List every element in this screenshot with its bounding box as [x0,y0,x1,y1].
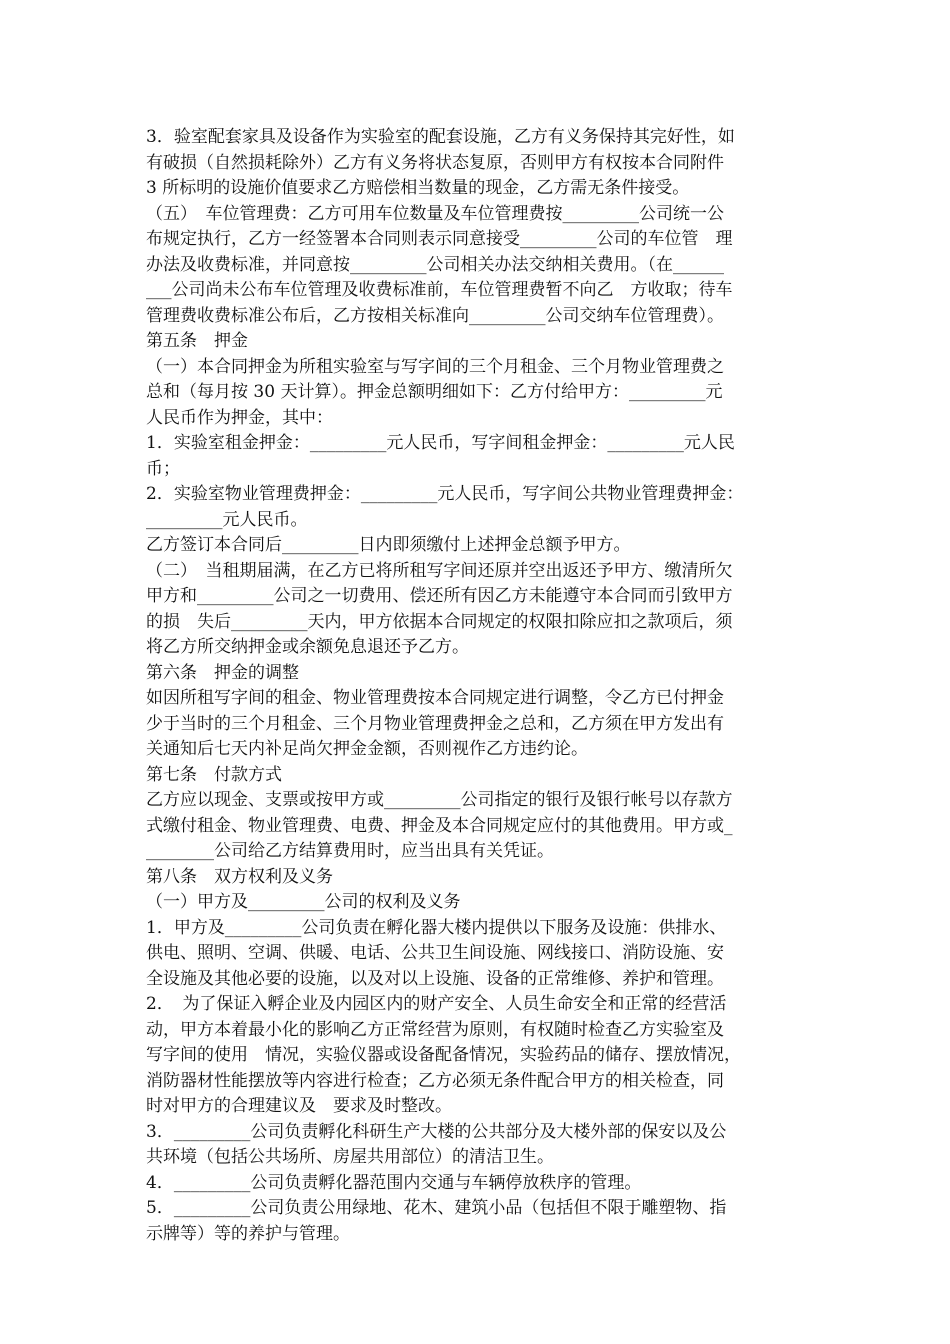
article-heading: 第八条 双方权利及义务 [146,866,333,887]
text-line: 式缴付租金、物业管理费、电费、押金及本合同规定应付的其他费用。甲方或_ [146,815,733,836]
article-heading: 第六条 押金的调整 [146,662,299,683]
text-line: 1．甲方及_________公司负责在孵化器大楼内提供以下服务及设施：供排水、 [146,917,727,938]
text-line: 2． 为了保证入孵企业及内园区内的财产安全、人员生命安全和正常的经营活 [146,994,727,1014]
text-line: 币； [146,458,180,479]
text-line: 3．验室配套家具及设备作为实验室的配套设施，乙方有义务保持其完好性，如 [146,127,735,147]
text-line: 时对甲方的合理建议及 要求及时整改。 [146,1096,452,1116]
text-line: 办法及收费标准，并同意按_________公司相关办法交纳相关费用。（在______ [146,254,724,275]
text-line: 4．_________公司负责孵化器范围内交通与车辆停放秩序的管理。 [146,1172,642,1193]
text-line: 5．_________公司负责公用绿地、花木、建筑小品（包括但不限于雕塑物、指 [146,1198,727,1218]
text-line: 2．实验室物业管理费押金：_________元人民币，写字间公共物业管理费押金： [146,484,744,504]
text-line: 少于当时的三个月租金、三个月物业管理费押金之总和，乙方须在甲方发出有 [146,713,724,734]
text-line: _________元人民币。 [146,509,308,530]
text-line: 示牌等）等的养护与管理。 [146,1223,350,1244]
text-line: ________公司给乙方结算费用时，应当出具有关凭证。 [146,841,554,861]
text-line: （一）甲方及_________公司的权利及义务 [146,892,461,912]
text-line: 写字间的使用 情况，实验仪器或设备配备情况，实验药品的储存、摆放情况， [146,1045,741,1065]
document-page [146,125,810,1247]
text-line: 有破损（自然损耗除外）乙方有义务将状态复原，否则甲方有权按本合同附件 [146,152,724,173]
text-line: 如因所租写字间的租金、物业管理费按本合同规定进行调整，令乙方已付押金 [146,688,724,708]
text-line: 共环境（包括公共场所、房屋共用部位）的清洁卫生。 [146,1147,554,1167]
text-line: （二） 当租期届满，在乙方已将所租写字间还原并空出返还予甲方、缴清所欠 [146,560,733,581]
text-line: 3．_________公司负责孵化科研生产大楼的公共部分及大楼外部的保安以及公 [146,1121,727,1142]
text-line: ___公司尚未公布车位管理及收费标准前，车位管理费暂不向乙 方收取；待车 [146,280,733,300]
text-line: 消防器材性能摆放等内容进行检查；乙方必须无条件配合甲方的相关检查，同 [146,1070,724,1091]
text-line: 布规定执行，乙方一经签署本合同则表示同意接受_________公司的车位管 理 [146,229,733,249]
text-line: 甲方和_________公司之一切费用、偿还所有因乙方未能遵守本合同而引致甲方 [146,586,733,606]
text-line: 供电、照明、空调、供暖、电话、公共卫生间设施、网线接口、消防设施、安 [146,943,724,963]
text-line: 将乙方所交纳押金或余额免息退还予乙方。 [146,637,469,657]
text-line: （五） 车位管理费：乙方可用车位数量及车位管理费按_________公司统一公 [146,203,724,224]
text-line: 的损 失后_________天内，甲方依据本合同规定的权限扣除应扣之款项后，须 [146,611,733,632]
article-heading: 第五条 押金 [146,331,248,351]
article-heading: 第七条 付款方式 [146,764,282,785]
text-line: 1．实验室租金押金：_________元人民币，写字间租金押金：_________元人民 [146,433,735,453]
text-line: 乙方签订本合同后_________日内即须缴付上述押金总额予甲方。 [146,535,631,555]
text-line: （一）本合同押金为所租实验室与写字间的三个月租金、三个月物业管理费之 [146,356,724,377]
text-line: 人民币作为押金，其中： [146,407,333,428]
text-line: 全设施及其他必要的设施，以及对以上设施、设备的正常维修、养护和管理。 [146,968,724,989]
text-line: 动，甲方本着最小化的影响乙方正常经营为原则，有权随时检查乙方实验室及 [146,1019,724,1040]
text-line: 管理费收费标准公布后，乙方按相关标准向_________公司交纳车位管理费）。 [146,305,724,326]
text-line: 总和（每月按 30 天计算）。押金总额明细如下：乙方付给甲方：_________元 [146,382,723,402]
text-line: 关通知后七天内补足尚欠押金金额，否则视作乙方违约论。 [146,739,588,759]
text-line: 3 所标明的设施价值要求乙方赔偿相当数量的现金，乙方需无条件接受。 [146,178,690,198]
text-line: 乙方应以现金、支票或按甲方或_________公司指定的银行及银行帐号以存款方 [146,790,733,810]
